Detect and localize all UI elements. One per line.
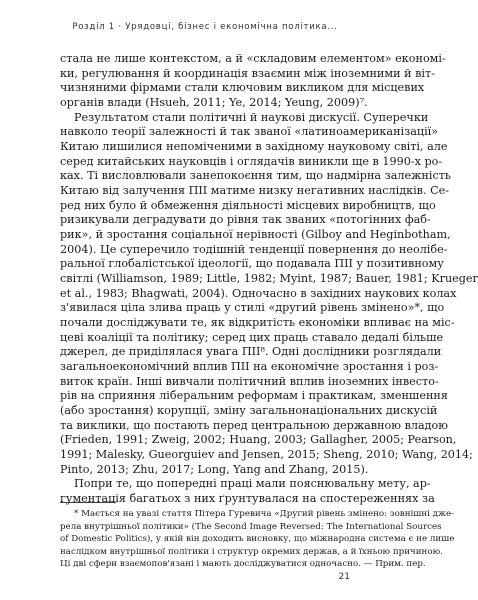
footnote-line: Ці дві сфери взаємопов'язані і мають досліджуватися одночасно. — Прим. пер. xyxy=(60,559,426,570)
text-line: навколо теорії залежності й так званої «латиноамериканізації» xyxy=(60,125,439,139)
text-line: гументація багатьох з них ґрунтувалася на спостереженнях за xyxy=(60,492,435,506)
text-line: 2004). Це суперечило тодішній тенденції повернення до неолібе- xyxy=(60,242,448,256)
page-number: 21 xyxy=(338,572,350,582)
text-line: цеві коаліції та політику; серед цих праць ставало дедалі більше xyxy=(60,330,444,344)
text-line: рик», й зростання соціальної нерівності (Gilboy and Heginbotham, xyxy=(60,228,451,242)
text-line: загальноекономічний вплив ПІІ на економічне зростання і роз- xyxy=(60,360,439,374)
footnote-separator xyxy=(60,502,116,503)
text-line: (Frieden, 1991; Zweig, 2002; Huang, 2003; Gallagher, 2005; Pearson, xyxy=(60,433,457,447)
text-line: світлі (Williamson, 1989; Little, 1982; Myint, 1987; Bauer, 1981; Krueger xyxy=(60,272,478,286)
footnote-line: * Мається на увазі стаття Пітера Гуревича «Другий рівень змінено: зовнішні дже- xyxy=(74,509,455,519)
text-line: почали досліджувати те, як відкритість економіки впливає на міс- xyxy=(60,316,455,330)
text-line: джерел, де приділялася увага ПІІ⁸. Одні дослідники розглядали xyxy=(60,345,442,359)
text-line: виток країн. Інші вивчали політичний вплив іноземних інвесто- xyxy=(60,374,439,388)
text-line: ред них було й обмеження діяльності місцевих виробництв, що xyxy=(60,198,436,212)
footnote-line: наслідком внутрішньої політики і структур окремих держав, а й їхньою причиною. xyxy=(60,546,443,557)
text-line: органів влади (Hsueh, 2011; Ye, 2014; Yeung, 2009)⁷. xyxy=(60,96,368,110)
text-line: et al., 1983; Bhagwati, 2004). Одночасно в західних наукових колах xyxy=(60,286,457,300)
footnote-line: of Domestic Politics), у якій він доходить висновку, що міжнародна система є не лише xyxy=(60,534,455,545)
text-line: з'явилася ціла злива праць у стилі «другий рівень змінено»*, що xyxy=(60,301,445,315)
text-line: чизняними фірмами стали ключовим викликом для місцевих xyxy=(60,81,425,95)
text-line: ральної глобалістської ідеології, що подавала ПІІ у позитивному xyxy=(60,257,444,271)
text-line: Китаю від залучення ПІІ матиме низку негативних наслідків. Се- xyxy=(60,184,450,198)
text-line: 1991; Malesky, Gueorguiev and Jensen, 2015; Sheng, 2010; Wang, 2014; xyxy=(60,448,473,462)
footnote-line: рела внутрішньої політики» (The Second Image Reversed: The International Sources xyxy=(60,521,442,532)
running-head: Розділ 1 · Урядовці, бізнес і економічна політика... xyxy=(72,22,338,32)
text-line: Попри те, що попередні праці мали пояснювальну мету, ар- xyxy=(74,477,431,491)
text-line: ках. Ті висловлювали занепокоєння тим, що надмірна залежність xyxy=(60,169,451,183)
text-line: стала не лише контекстом, а й «складовим елементом» економі- xyxy=(60,52,446,65)
text-line: Pinto, 2013; Zhu, 2017; Long, Yang and Zhang, 2015). xyxy=(60,462,369,476)
text-line: Китаю лишилися непоміченими в західному науковому світі, але xyxy=(60,140,448,154)
text-line: рів на сприяння ліберальним реформам і практикам, зменшення xyxy=(60,389,448,403)
body-text xyxy=(60,52,478,507)
text-line: серед китайських науковців і оглядачів виникли ще в 1990-х ро- xyxy=(60,154,443,168)
text-line: ки, регулювання й координація взаємин між іноземними й віт- xyxy=(60,66,435,80)
footnote xyxy=(60,508,455,571)
text-line: Результатом стали політичні й наукові дискусії. Суперечки xyxy=(74,110,429,124)
text-line: та виклики, що постають перед центральною державною владою xyxy=(60,418,449,432)
text-line: ризикували деградувати до рівня так званих «потогінних фаб- xyxy=(60,213,431,227)
text-line: (або зростання) корупції, зміну загальнонаціональних дискусій xyxy=(60,404,438,418)
